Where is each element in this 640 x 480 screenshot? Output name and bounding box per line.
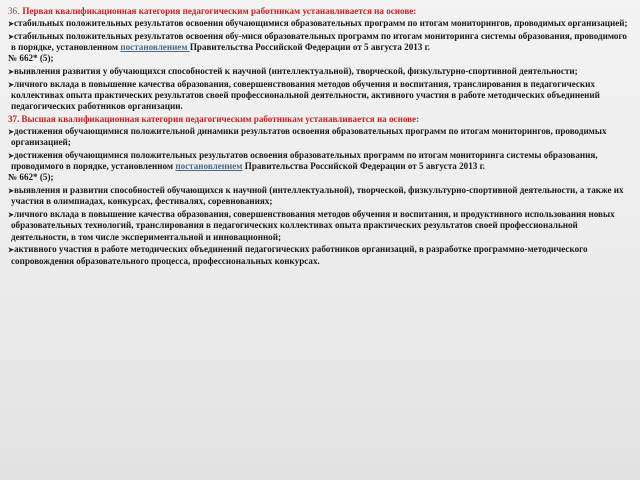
item-text: стабильных положительных результатов освоения обу-мися образовательных программ по итогам мониторинга системы образования, проводимого в порядке, установленном: [11, 30, 627, 52]
decree-ref: № 662* (5);: [8, 172, 54, 183]
list-item: [6, 18, 632, 29]
section-36-list: [6, 18, 632, 112]
section-37-heading: [8, 114, 632, 125]
list-item: [6, 209, 632, 243]
section-37-list: [6, 126, 632, 267]
bullet-icon: ➤: [8, 128, 14, 136]
item-text: Правительства Российской Федерации от 5 августа 2013 г.: [189, 42, 431, 52]
list-item: [6, 185, 632, 207]
bullet-icon: ➤: [8, 152, 14, 160]
bullet-icon: ➤: [8, 211, 14, 220]
item-text: личного вклада в повышение качества образования, совершенствования методов обучения и воспитания, транслирования в педагогических коллективах опыта практических результатов своей профессиональной деятельности, активного участия в работе методических объединений педагогических работников организации.: [11, 78, 600, 112]
list-item: [6, 79, 632, 113]
list-item: [6, 31, 632, 65]
bullet-icon: ➤: [8, 32, 14, 41]
bullet-icon: ➤: [8, 80, 14, 89]
list-item: [6, 66, 632, 77]
item-text: Правительства Российской Федерации от 5 августа 2013 г.: [242, 161, 485, 172]
item-text: выявления и развития способностей обучающихся к научной (интеллектуальной), творческой, физкультурно-спортивной деятельности, а также их участия в олимпиадах, конкурсах, фестивалях, соревнованиях;: [11, 185, 624, 207]
bullet-icon: ➤: [8, 187, 14, 196]
bullet-icon: ➤: [8, 68, 14, 76]
list-item: [6, 126, 632, 148]
decree-ref: № 662* (5);: [8, 53, 54, 64]
bullet-icon: ➤: [8, 20, 14, 28]
item-text: личного вклада в повышение качества образования, совершенствования методов обучения и воспитания, и продуктивного использования новых образовательных технологий, транслирования в педагогических коллективах опыта практических результатов своей профессиональной деятельности, в том числе экспериментальной и инновационной;: [11, 209, 615, 242]
section-number: 36.: [8, 6, 20, 16]
bullet-icon: ➤: [8, 246, 14, 255]
item-text: достижения обучающимися положительных результатов освоения образовательных программ по итогам мониторинга системы образования, проводимого в порядке, установленном: [11, 150, 598, 172]
list-item: [6, 244, 632, 266]
item-text: выявления развития у обучающихся способностей к научной (интеллектуальной), творческой, физкультурно-спортивной деятельности;: [14, 66, 578, 76]
section-36-heading: [8, 6, 632, 17]
section-title: Первая квалификационная категория педагогическим работникам устанавливается на основе:: [22, 6, 417, 16]
decree-link[interactable]: постановлением: [120, 42, 190, 52]
item-text: активного участия в работе методических объединений педагогических работников организаций, в разработке программно-методического сопровождения образовательного процесса, профессиональных конкурсах.: [11, 244, 588, 266]
decree-link[interactable]: постановлением: [175, 161, 243, 172]
section-number: 37.: [8, 114, 20, 124]
section-title: Высшая квалификационная категория педагогическим работникам устанавливается на основе:: [21, 114, 420, 124]
list-item: [6, 150, 632, 184]
item-text: стабильных положительных результатов освоения обучающимися образовательных программ по итогам мониторингов, проводимых организацией;: [14, 18, 628, 28]
item-text: достижения обучающимися положительной динамики результатов освоения образовательных программ по итогам мониторингов, проводимых организацией;: [11, 126, 607, 148]
